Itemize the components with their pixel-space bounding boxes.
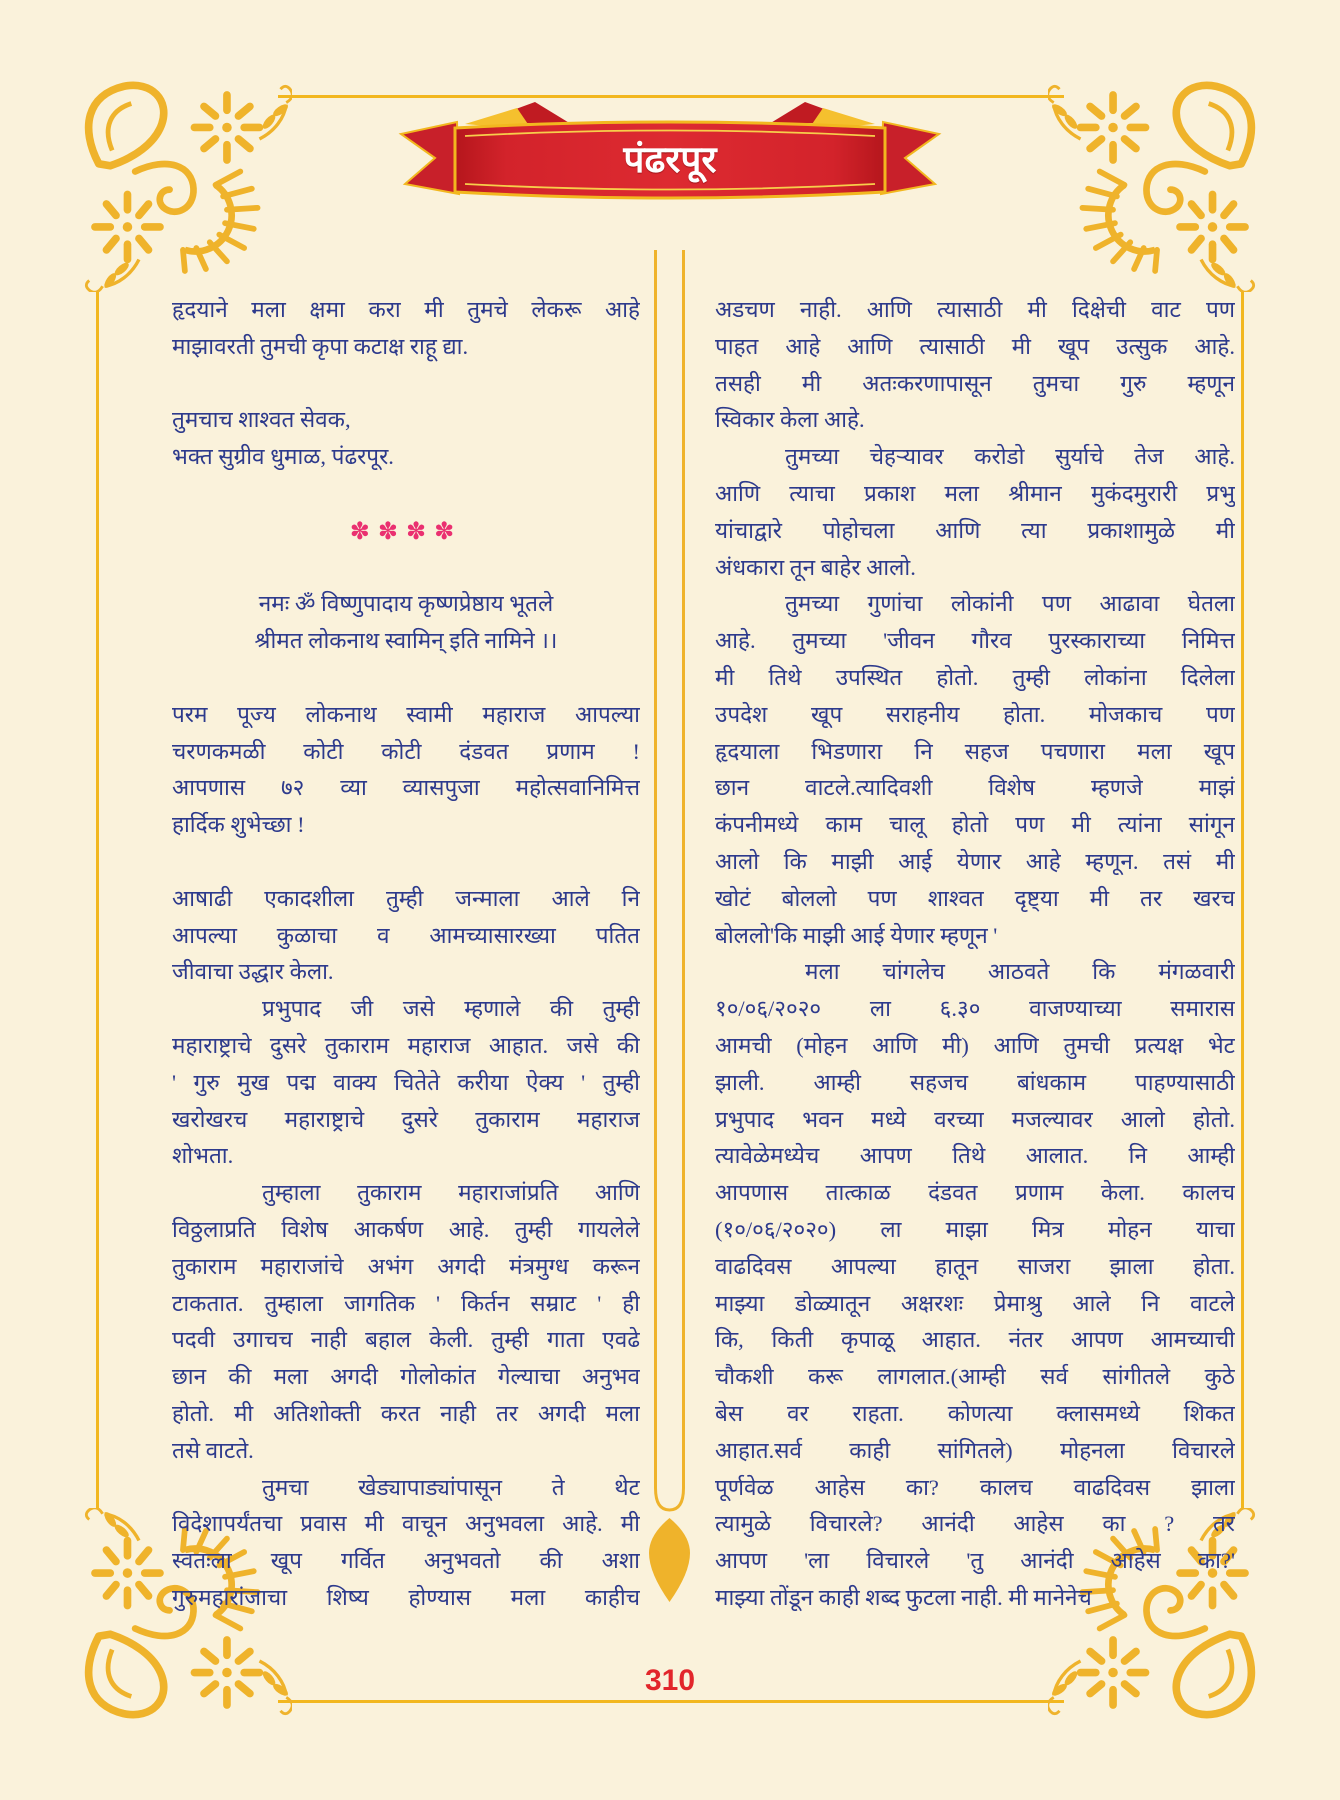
blank-line (172, 476, 640, 513)
text-line: खरोखरच महाराष्ट्राचे दुसरे तुकाराम महाराज (172, 1106, 640, 1132)
text-line: होतो. मी अतिशोक्ती करत नाही तर अगदी मला (172, 1400, 640, 1426)
text-line: माझ्या डोळ्यातून अक्षरशः प्रेमाश्रु आले नि वाटले (715, 1290, 1235, 1316)
text-line: तुम्हाला तुकाराम महाराजांप्रति आणि (262, 1180, 640, 1206)
text-line: तुकाराम महाराजांचे अभंग अगदी मंत्रमुग्ध करून (172, 1253, 640, 1279)
text-line: परम पूज्य लोकनाथ स्वामी महाराज आपल्या (172, 701, 640, 727)
text-line: माझावरती तुमची कृपा कटाक्ष राहू द्या. (172, 333, 469, 359)
text-line: महाराष्ट्राचे दुसरे तुकाराम महाराज आहात. जसे की (172, 1032, 640, 1058)
text-line: गुरुमहारांजाचा शिष्य होण्यास मला काहीच (172, 1584, 640, 1610)
text-line: चरणकमळी कोटी कोटी दंडवत प्रणाम ! (172, 738, 640, 764)
text-line: श्रीमत लोकनाथ स्वामिन् इति नामिने ।। (254, 628, 558, 654)
text-line: स्विकार केला आहे. (715, 407, 865, 433)
text-line: तसे वाटते. (172, 1437, 254, 1463)
blank-line (172, 660, 640, 697)
text-line: आषाढी एकादशीला तुम्ही जन्माला आले नि (172, 885, 640, 911)
text-line: बेस वर राहता. कोणत्या क्लासमध्ये शिकत (715, 1400, 1235, 1426)
text-line: उपदेश खूप सराहनीय होता. मोजकाच पण (715, 701, 1235, 727)
text-line: मी तिथे उपस्थित होतो. तुम्ही लोकांना दिलेला (715, 664, 1235, 690)
text-line: चौकशी करू लागलात.(आम्ही सर्व सांगीतले कुठे (715, 1364, 1235, 1390)
text-line: पूर्णवेळ आहेस का? कालच वाढदिवस झाला (715, 1474, 1235, 1500)
blank-line (172, 366, 640, 403)
text-line: तसही मी अतःकरणापासून तुमचा गुरु म्हणून (715, 370, 1235, 396)
text-line: १०/०६/२०२० ला ६.३० वाजण्याच्या समारास (715, 996, 1235, 1022)
text-line: छान वाटले.त्यादिवशी विशेष म्हणजे माझं (715, 775, 1235, 801)
text-line: वाढदिवस आपल्या हातून साजरा झाला होता. (715, 1253, 1235, 1279)
page-heading: पंढरपूर (623, 140, 717, 181)
text-line: मला चांगलेच आठवते कि मंगळवारी (805, 959, 1235, 985)
text-line: टाकतात. तुम्हाला जागतिक ' किर्तन सम्राट ' ही (172, 1290, 640, 1316)
left-column (172, 292, 640, 1617)
text-line: स्वतःला खूप गर्वित अनुभवतो की अशा (172, 1548, 640, 1574)
text-line: आपणास ७२ व्या व्यासपुजा महोत्सवानिमित्त (172, 775, 640, 801)
page-border-left (96, 292, 99, 1508)
text-line: पदवी उगाचच नाही बहाल केली. तुम्ही गाता एवढे (172, 1327, 640, 1353)
text-line: तुमच्या गुणांचा लोकांनी पण आढावा घेतला (785, 591, 1235, 617)
page-border-right (1241, 292, 1244, 1508)
text-line: आपण 'ला विचारले 'तु आनंदी आहेस का?' (715, 1548, 1235, 1574)
text-line: आहे. तुमच्या 'जीवन गौरव पुरस्काराच्या निमित्त (715, 628, 1235, 654)
text-line: जीवाचा उद्धार केला. (172, 959, 334, 985)
text-line: ' गुरु मुख पद्म वाक्य चितेते करीया ऐक्य ' तुम्ही (172, 1069, 640, 1095)
text-line: आमची (मोहन आणि मी) आणि तुमची प्रत्यक्ष भेट (715, 1032, 1235, 1058)
floral-corner-ornament-icon (1048, 72, 1268, 292)
text-line: बोललो'कि माझी आई येणार म्हणून ' (715, 922, 998, 948)
text-line: छान की मला अगदी गोलोकांत गेल्याचा अनुभव (172, 1364, 640, 1390)
text-line: प्रभुपाद भवन मध्ये वरच्या मजल्यावर आलो होतो. (715, 1106, 1235, 1132)
text-line: आलो कि माझी आई येणार आहे म्हणून. तसं मी (715, 848, 1235, 874)
blank-line (172, 550, 640, 587)
text-line: आपणास तात्काळ दंडवत प्रणाम केला. कालच (715, 1180, 1235, 1206)
text-line: हृदयाला भिडणारा नि सहज पचणारा मला खूप (715, 738, 1235, 764)
text-line: प्रभुपाद जी जसे म्हणाले की तुम्ही (262, 996, 640, 1022)
section-break-stars: ✽✽✽✽ (349, 516, 463, 545)
text-line: हृदयाने मला क्षमा करा मी तुमचे लेकरू आहे (172, 297, 640, 322)
text-line: तुमचा खेड्यापाड्यांपासून ते थेट (262, 1474, 640, 1500)
title-ribbon (395, 98, 945, 210)
text-line: खोटं बोललो पण शाश्वत दृष्ट्या मी तर खरच (715, 885, 1235, 911)
text-line: यांचाद्वारे पोहोचला आणि त्या प्रकाशामुळे मी (715, 517, 1235, 543)
text-line: विदेशापर्यंतचा प्रवास मी वाचून अनुभवला आहे. मी (172, 1511, 640, 1537)
text-line: पाहत आहे आणि त्यासाठी मी खूप उत्सुक आहे. (715, 333, 1235, 359)
page-border-bottom (278, 1700, 1064, 1703)
text-line: कि, किती कृपाळू आहात. नंतर आपण आमच्याची (715, 1327, 1235, 1353)
text-line: कंपनीमध्ये काम चालू होतो पण मी त्यांना सांगून (715, 812, 1235, 838)
text-line: तुमच्या चेहऱ्यावर करोडो सुर्याचे तेज आहे. (785, 444, 1235, 470)
text-line: झाली. आम्ही सहजच बांधकाम पाहण्यासाठी (715, 1069, 1235, 1095)
text-line: त्यामुळे विचारले? आनंदी आहेस का ? तर (715, 1511, 1235, 1537)
text-line: अडचण नाही. आणि त्यासाठी मी दिक्षेची वाट पण (715, 297, 1235, 322)
text-line: नमः ॐ विष्णुपादाय कृष्णप्रेष्ठाय भूतले (258, 591, 554, 617)
text-line: आणि त्याचा प्रकाश मला श्रीमान मुकंदमुरारी प्रभु (715, 480, 1235, 506)
floral-corner-ornament-icon (72, 72, 292, 292)
text-line: (१०/०६/२०२०) ला माझा मित्र मोहन याचा (715, 1216, 1235, 1242)
text-line: आहात.सर्व काही सांगितले) मोहनला विचारले (715, 1437, 1235, 1463)
right-column (715, 292, 1235, 1617)
page-number: 310 (644, 1664, 696, 1697)
text-line: शोभता. (172, 1143, 234, 1169)
column-divider-drop-icon (645, 250, 694, 1610)
text-line: आपल्या कुळाचा व आमच्यासारख्या पतित (172, 922, 640, 948)
text-line: विठ्ठलाप्रति विशेष आकर्षण आहे. तुम्ही गायलेले (172, 1216, 640, 1242)
blank-line (172, 844, 640, 881)
text-line: तुमचाच शाश्वत सेवक, (172, 407, 351, 433)
text-line: भक्त सुग्रीव धुमाळ, पंढरपूर. (172, 444, 394, 470)
text-line: अंधकारा तून बाहेर आलो. (715, 554, 916, 580)
text-line: त्यावेळेमध्येच आपण तिथे आलात. नि आम्ही (715, 1143, 1235, 1169)
text-line: हार्दिक शुभेच्छा ! (172, 812, 305, 838)
text-line: माझ्या तोंडून काही शब्द फुटला नाही. मी मानेनेच (715, 1584, 1092, 1610)
